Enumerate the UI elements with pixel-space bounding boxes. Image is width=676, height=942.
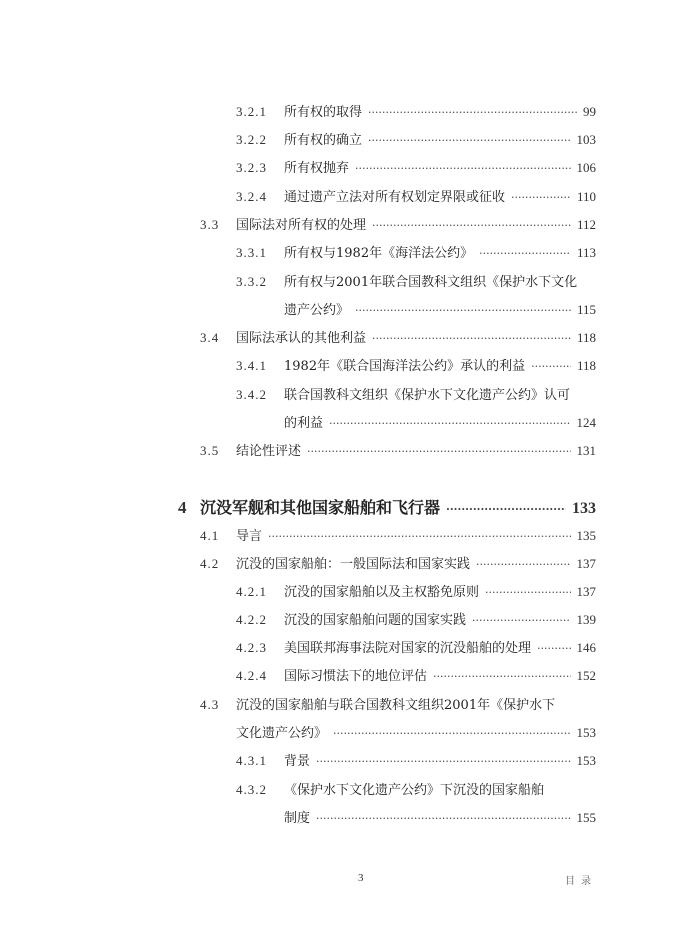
toc-entry[interactable] [200,553,596,575]
entry-page: 103 [576,132,596,147]
entry-title: 导言 [236,529,263,544]
entry-number: 3.2.3 [236,160,267,175]
entry-title-cont: 的利益 [284,416,324,431]
entry-number: 3.2.2 [236,132,267,147]
toc-entry[interactable] [200,694,596,716]
entry-page: 118 [576,330,596,345]
entry-page: 113 [576,245,596,260]
entry-number: 3.3.1 [236,245,267,260]
toc-entry[interactable] [200,327,596,349]
toc-entry[interactable] [200,214,596,236]
toc-entry[interactable] [236,101,596,123]
entry-page: 137 [576,584,596,599]
entry-number: 3.4.2 [236,387,267,402]
entry-number: 3.2.1 [236,104,267,119]
toc-entry[interactable] [236,665,596,687]
entry-number: 3.2.4 [236,189,267,204]
entry-page: 131 [576,443,596,458]
entry-number: 4.2 [200,556,220,571]
toc-entry[interactable] [236,384,596,406]
dot-leader [307,441,570,463]
dot-leader [355,158,570,180]
entry-page: 106 [576,160,596,175]
entry-number: 4.2.3 [236,640,267,655]
entry-title-cont: 制度 [284,811,311,826]
chapter-title: 沉没军舰和其他国家船舶和飞行器 [200,498,441,517]
toc-entry-continuation[interactable] [284,412,596,434]
entry-number: 4.3.1 [236,753,267,768]
entry-title: 所有权的确立 [284,133,363,148]
entry-number: 3.4.1 [236,358,267,373]
entry-title: 国际法对所有权的处理 [236,218,367,233]
entry-number: 3.4 [200,330,220,345]
dot-leader [446,497,566,523]
toc-entry[interactable] [200,525,596,547]
toc-entry-continuation[interactable] [236,722,596,744]
chapter-number: 4 [178,498,187,517]
entry-number: 4.2.1 [236,584,267,599]
dot-leader [333,723,570,745]
entry-number: 4.2.2 [236,612,267,627]
entry-title-cont: 文化遗产公约》 [236,726,328,741]
toc-entry[interactable] [236,779,596,801]
entry-number: 3.5 [200,443,220,458]
entry-title: 所有权与2001年联合国教科文组织《保护水下文化 [284,275,578,290]
dot-leader [372,215,571,237]
dot-leader [368,102,577,124]
entry-page: 124 [576,415,596,430]
entry-page: 153 [576,753,596,768]
entry-title: 联合国教科文组织《保护水下文化遗产公约》认可 [284,388,571,403]
entry-page: 110 [576,189,596,204]
entry-title: 所有权抛弃 [284,161,350,176]
entry-number: 3.3 [200,217,220,232]
toc-entry-continuation[interactable] [284,299,596,321]
entry-number: 4.2.4 [236,668,267,683]
entry-title: 通过遗产立法对所有权划定界限或征收 [284,190,506,205]
entry-page: 137 [576,556,596,571]
dot-leader [476,554,570,576]
toc-entry[interactable] [236,750,596,772]
dot-leader [537,638,570,660]
entry-title: 沉没的国家船舶：一般国际法和国家实践 [236,557,471,572]
page-number: 3 [358,872,364,884]
entry-number: 4.3 [200,697,220,712]
dot-leader [433,666,570,688]
dot-leader [511,187,571,209]
entry-title-cont: 遗产公约》 [284,303,350,318]
entry-title: 沉没的国家船舶以及主权豁免原则 [284,585,480,600]
entry-title: 《保护水下文化遗产公约》下沉没的国家船舶 [284,783,545,798]
dot-leader [368,130,570,152]
entry-page: 115 [576,302,596,317]
entry-title: 所有权的取得 [284,105,363,120]
entry-title: 国际习惯法下的地位评估 [284,669,428,684]
toc-entry-continuation[interactable] [284,807,596,829]
toc-entry[interactable] [236,129,596,151]
toc-entry[interactable] [236,271,596,293]
entry-page: 118 [576,358,596,373]
entry-page: 139 [576,612,596,627]
entry-page: 155 [576,810,596,825]
entry-title: 国际法承认的其他利益 [236,331,367,346]
entry-title: 沉没的国家船舶与联合国教科文组织2001年《保护水下 [236,698,556,713]
entry-page: 135 [576,528,596,543]
chapter-page: 133 [572,500,596,517]
entry-title: 所有权与1982年《海洋法公约》 [284,246,474,261]
entry-title: 背景 [284,754,311,769]
toc-entry[interactable] [236,186,596,208]
entry-title: 结论性评述 [236,444,302,459]
dot-leader [372,328,571,350]
entry-title: 沉没的国家船舶问题的国家实践 [284,613,467,628]
toc-entry[interactable] [200,440,596,462]
entry-number: 4.1 [200,528,220,543]
dot-leader [479,243,571,265]
toc-entry[interactable] [236,637,596,659]
toc-entry[interactable] [236,242,596,264]
entry-page: 99 [583,104,596,119]
dot-leader [316,751,570,773]
entry-title: 美国联邦海事法院对国家的沉没船舶的处理 [284,641,532,656]
dot-leader [268,526,570,548]
toc-chapter[interactable] [178,495,596,521]
dot-leader [472,610,570,632]
entry-page: 153 [576,725,596,740]
dot-leader [485,582,570,604]
entry-page: 152 [576,668,596,683]
toc-entry[interactable] [236,609,596,631]
dot-leader [355,300,571,322]
toc-entry[interactable] [236,581,596,603]
dot-leader [316,808,570,830]
entry-number: 3.3.2 [236,274,267,289]
entry-title: 1982年《联合国海洋法公约》承认的利益 [284,359,526,374]
entry-number: 4.3.2 [236,782,267,797]
running-footer-label: 目录 [565,876,597,887]
dot-leader [329,413,570,435]
dot-leader [531,356,571,378]
entry-page: 146 [576,640,596,655]
toc-entry[interactable] [236,157,596,179]
toc-entry[interactable] [236,355,596,377]
entry-page: 112 [576,217,596,232]
